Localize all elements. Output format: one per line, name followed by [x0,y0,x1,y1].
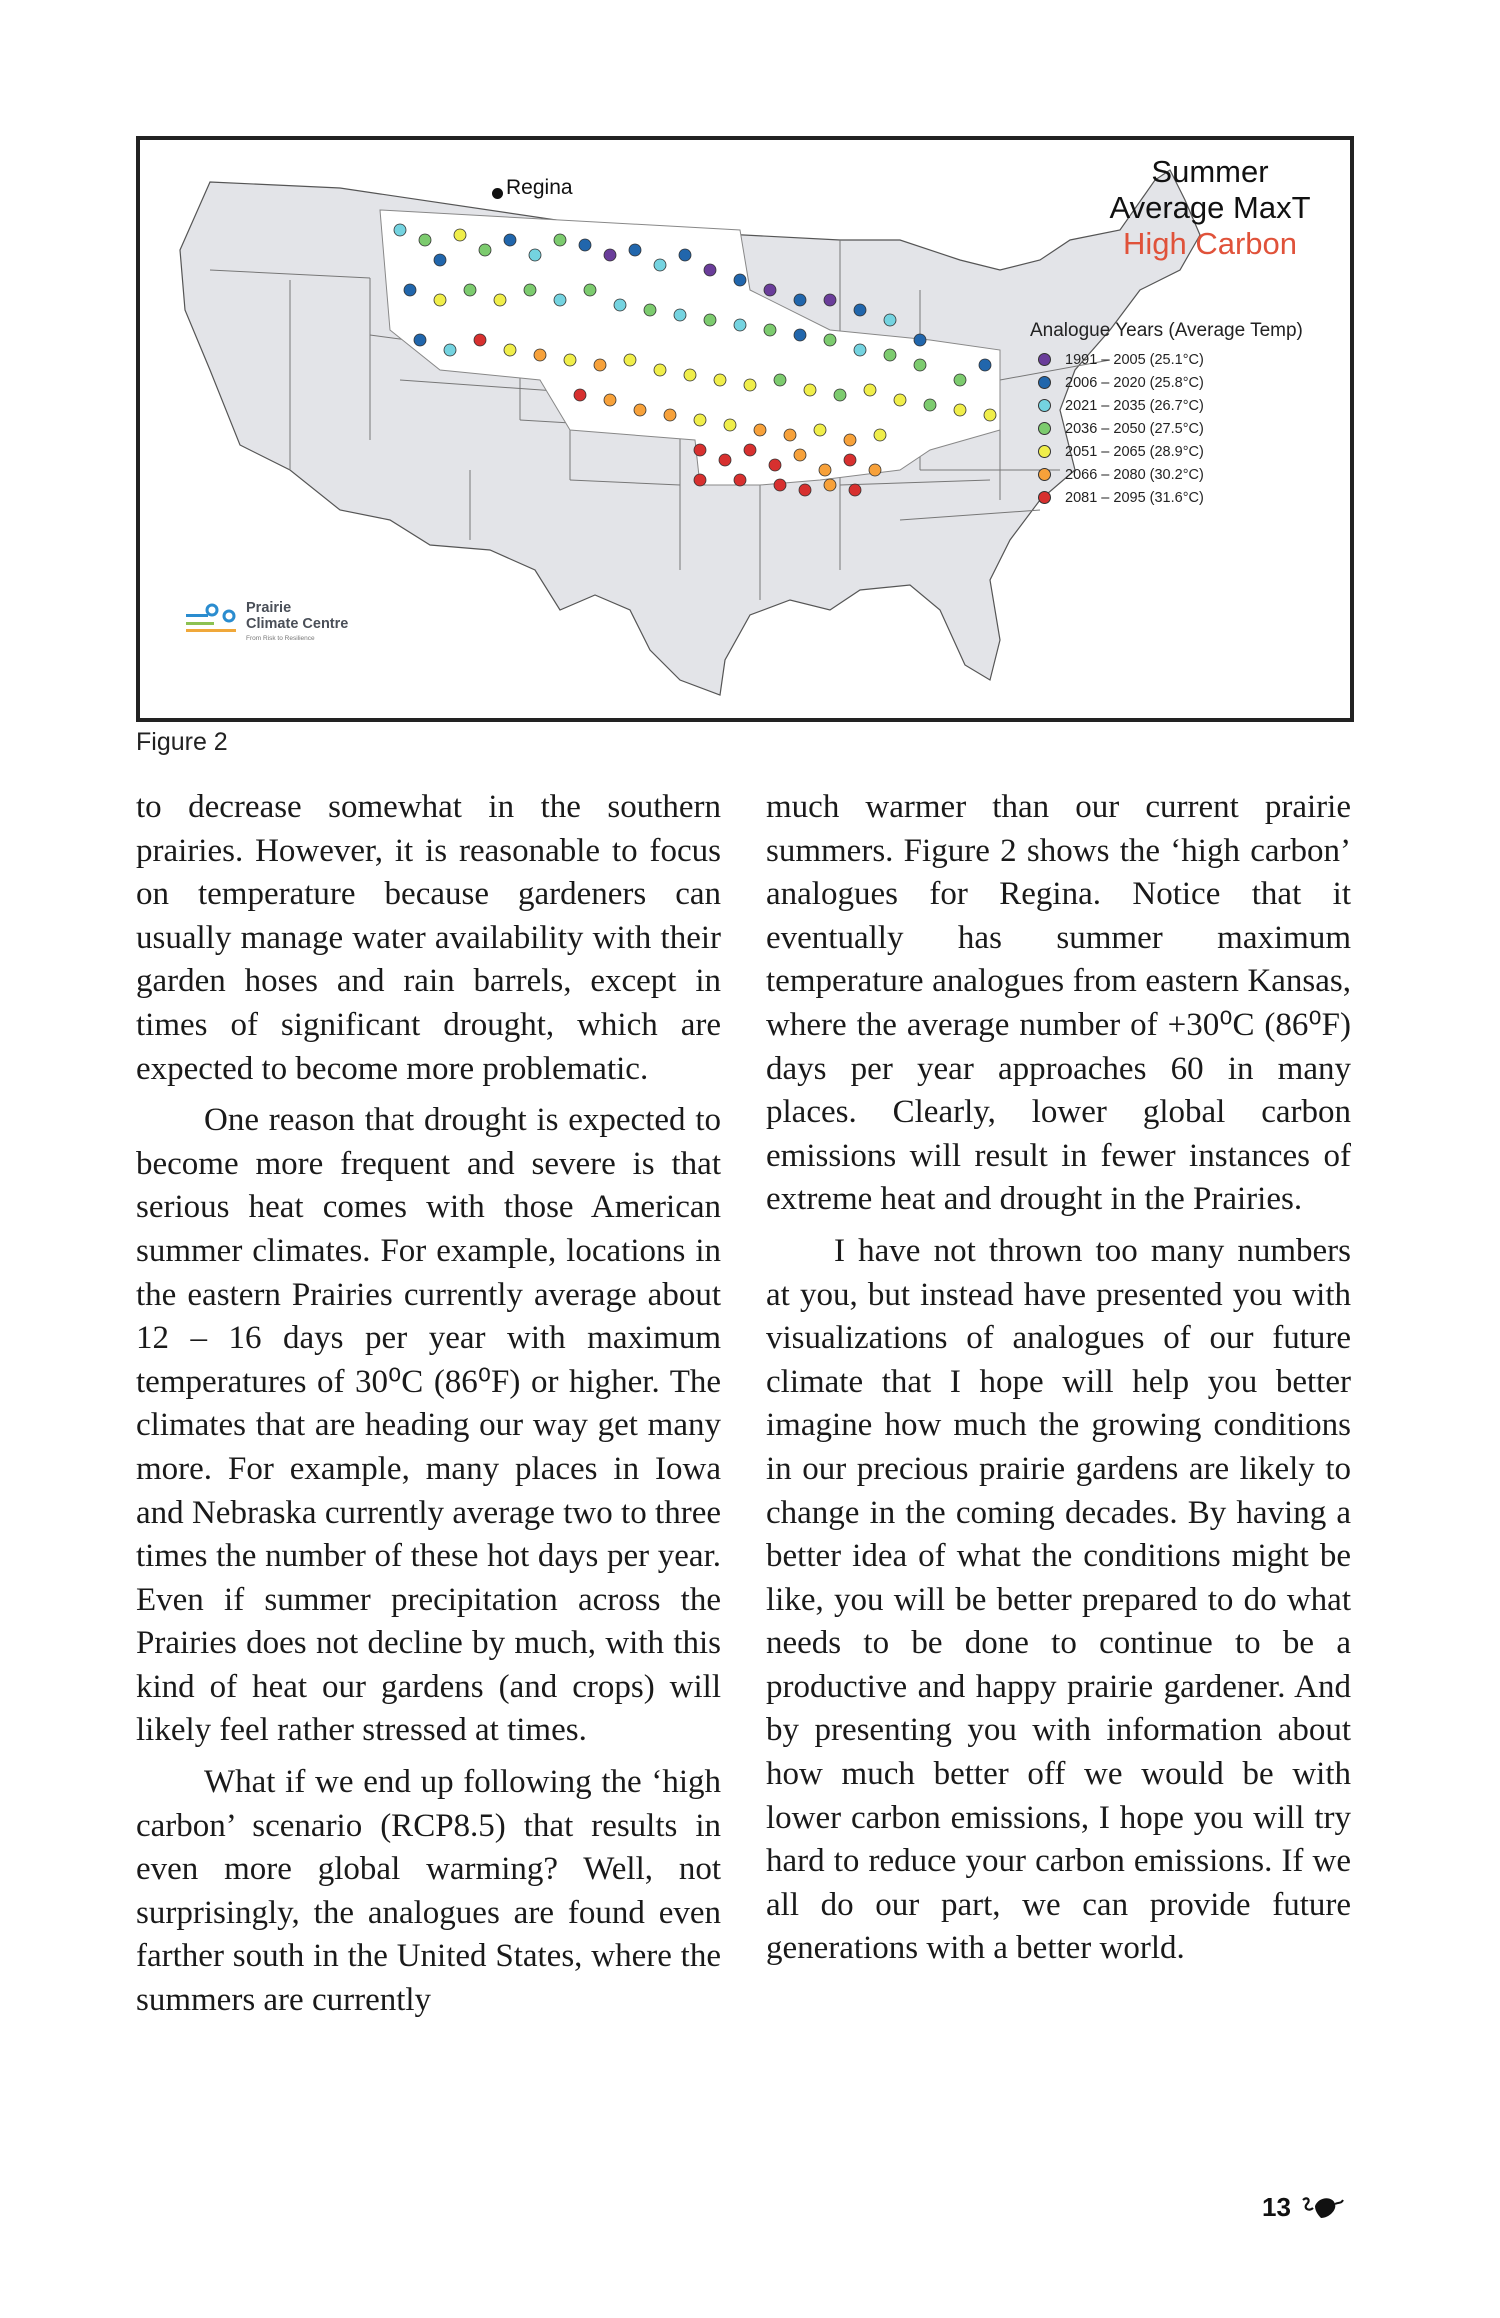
legend-label: 2021 – 2035 (26.7°C) [1065,397,1204,414]
prairie-climate-centre-logo [186,600,406,670]
legend-label: 2051 – 2065 (28.9°C) [1065,443,1204,460]
page-footer [1262,2192,1345,2223]
legend-item [1030,394,1350,417]
map-title-scenario: High Carbon [1122,226,1298,261]
page-number: 13 [1262,2192,1291,2222]
legend-dot-icon [1038,376,1051,389]
paragraph: to decrease somewhat in the southern prairies. However, it is reasonable to focus on temperature because gardeners can usually manage water availability with their garden hoses and rain barrels, except in times of significant drought, which are expected to become more problematic. [136,789,721,1087]
paragraph: I have not thrown too many numbers at you, but instead have presented you with visualizations of analogues of our future climate that I hope will help you better imagine how much the growing conditions in our precious prairie gardens are likely to change in the coming decades. By having a better idea of what the conditions might be like, you will be better prepared to do what needs to be done to continue to be a productive and happy prairie gardener. And by presenting you with information about how much better off we would be with lower carbon emissions, I hope you will try hard to reduce your carbon emissions. If we all do our part, we can provide future generations with a better world. [766,1232,1351,1967]
legend-label: 2081 – 2095 (31.6°C) [1065,489,1204,506]
logo-name-line1: Prairie [246,600,292,616]
paragraph: much warmer than our current prairie summers. Figure 2 shows the ‘high carbon’ analogues for Regina. Notice that it eventually has summer maximum temperature analogues from eastern Kansas, where the average number of +30⁰C (86⁰F) days per year approaches 60 in many places. Clearly, lower global carbon emissions will result in fewer instances of extreme heat and drought in the Prairies. [766,789,1351,1218]
figure-caption: Figure 2 [136,728,228,756]
map-title [1070,154,1350,262]
legend-dot-icon [1038,491,1051,504]
legend-label: 2066 – 2080 (30.2°C) [1065,466,1204,483]
logo-text [246,600,348,642]
legend-item [1030,440,1350,463]
legend-dot-icon [1038,468,1051,481]
legend-dot-icon [1038,353,1051,366]
legend-dot-icon [1038,445,1051,458]
legend-dot-icon [1038,399,1051,412]
legend-item [1030,486,1350,509]
regina-label: Regina [506,176,573,199]
body-column-right [766,786,1351,1971]
map-title-line1: Summer [1151,154,1269,189]
figure-2-map [136,136,1354,722]
legend-label: 2006 – 2020 (25.8°C) [1065,374,1204,391]
legend-dot-icon [1038,422,1051,435]
legend-item [1030,371,1350,394]
logo-tagline: From Risk to Resilience [246,635,315,642]
map-legend [1030,320,1350,509]
legend-label: 1991 – 2005 (25.1°C) [1065,351,1204,368]
paragraph: One reason that drought is expected to become more frequent and severe is that serious heat comes with those American summer climates. For example, locations in the eastern Prairies currently average about 12 – 16 days per year with maximum temperatures of 30⁰C (86⁰F) or higher. The climates that are heading our way get many more. For example, many places in Iowa and Nebraska currently average two to three times the number of these hot days per year. Even if summer precipitation across the Prairies does not decline by much, with this kind of heat our gardens (and crops) will likely feel rather stressed at times. [136,1102,721,1749]
legend-item [1030,348,1350,371]
legend-label: 2036 – 2050 (27.5°C) [1065,420,1204,437]
legend-item [1030,417,1350,440]
regina-marker-icon [492,188,503,199]
legend-title: Analogue Years (Average Temp) [1030,320,1303,341]
logo-name-line2: Climate Centre [246,616,349,632]
legend-item [1030,463,1350,486]
paragraph: What if we end up following the ‘high carbon’ scenario (RCP8.5) that results in even more global warming? Well, not surprisingly, the analogues are found even farther south in the United States, where the summers are currently [136,1764,721,2019]
map-title-line2: Average MaxT [1109,190,1311,225]
logo-waves-icon [186,600,242,640]
body-column-left [136,786,721,2023]
leaf-ornament-icon [1299,2194,1345,2222]
